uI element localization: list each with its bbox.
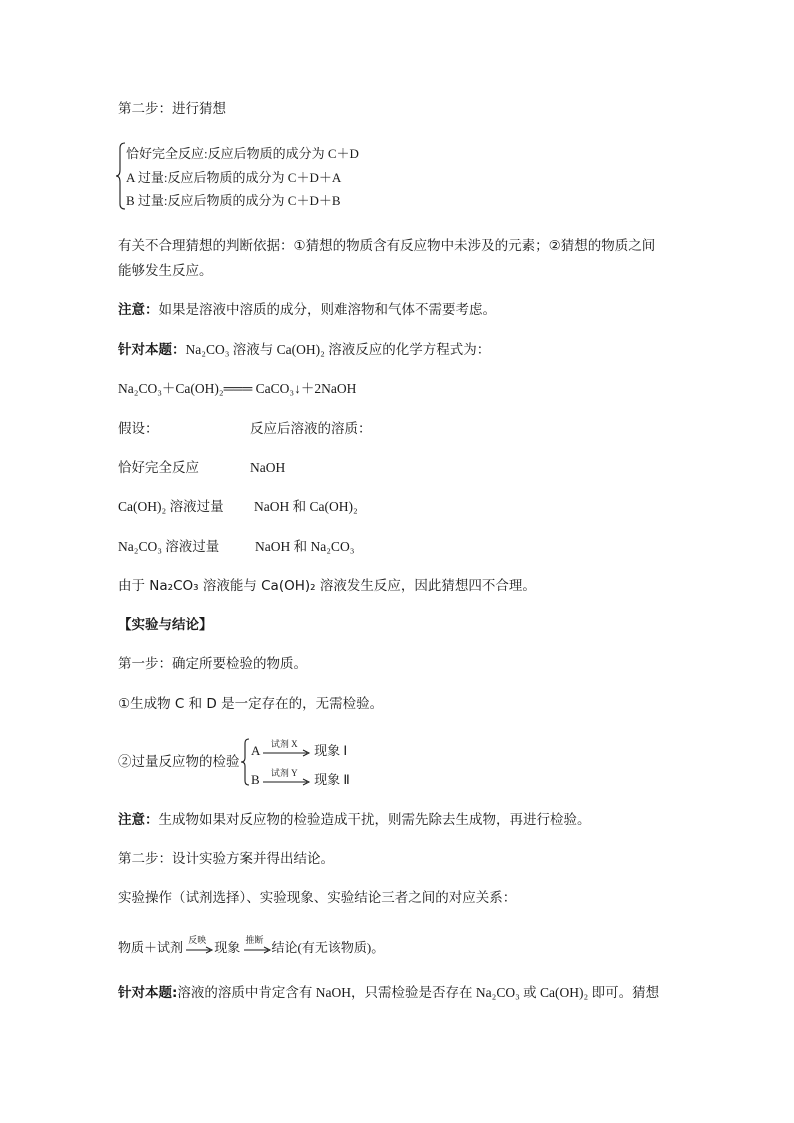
item2-row-a xyxy=(251,740,347,759)
note-2-text: 生成物如果对反应物的检验造成干扰，则需先除去生成物，再进行检验。 xyxy=(158,812,591,828)
right-arrow-icon xyxy=(244,942,272,956)
item2-result: 现象 Ⅱ xyxy=(314,772,350,787)
chemical-equation: Na₂CO₃＋Ca(OH)₂═══ CaCO₃↓＋2NaOH xyxy=(118,381,357,396)
chain-part-2: 现象 xyxy=(214,940,241,955)
cases-list xyxy=(126,142,359,213)
item2-result: 现象 Ⅰ xyxy=(314,743,348,758)
item2-row-b xyxy=(251,769,350,788)
chain-part-3: 结论(有无该物质)。 xyxy=(271,940,385,955)
relation-chain xyxy=(118,937,384,956)
arrow-label: 试剂 Y xyxy=(270,768,298,779)
relation-line: 实验操作（试剂选择）、实验现象、实验结论三者之间的对应关系： xyxy=(118,890,517,906)
item1-line: ①生成物 C 和 D 是一定存在的，无需检验。 xyxy=(118,696,384,712)
left-brace-icon xyxy=(116,142,126,210)
hypothesis-row xyxy=(118,497,358,517)
item2-subject: B xyxy=(251,772,260,787)
left-brace-icon xyxy=(241,738,250,786)
unreasonable-line-2: 能够发生反应。 xyxy=(118,263,213,279)
unreasonable-line-1: 有关不合理猜想的判断依据：①猜想的物质含有反应物中未涉及的元素；②猜想的物质之间 xyxy=(118,238,656,254)
arrow-label: 反映 xyxy=(188,935,207,946)
reaction-arrow xyxy=(263,739,311,759)
focus-1 xyxy=(118,340,490,360)
step1-line: 第一步：确定所要检验的物质。 xyxy=(118,656,307,672)
hypothesis-solute: NaOH 和 Na₂CO₃ xyxy=(255,539,355,554)
step2-title: 第二步：进行猜想 xyxy=(118,101,226,117)
hypothesis-header xyxy=(118,419,372,439)
note-1-label: 注意： xyxy=(118,302,159,318)
right-arrow-icon xyxy=(263,745,311,759)
arrow-label: 试剂 X xyxy=(270,739,298,750)
case-b-excess: B 过量:反应后物质的成分为 C＋D＋B xyxy=(126,193,341,208)
hypothesis-solute: NaOH 和 Ca(OH)₂ xyxy=(254,499,358,514)
focus-2-label: 针对本题: xyxy=(118,985,178,1001)
reaction-arrow xyxy=(263,768,311,788)
hypothesis-solute: NaOH xyxy=(250,460,286,475)
chain-arrow xyxy=(244,935,272,956)
focus-1-label: 针对本题： xyxy=(118,342,186,358)
chain-part-1: 物质＋试剂 xyxy=(118,940,184,955)
note-2-label: 注意： xyxy=(118,812,159,828)
case-exact: 恰好完全反应:反应后物质的成分为 C＋D xyxy=(126,146,359,161)
hypothesis-assumption: Na₂CO₃ 溶液过量 xyxy=(118,539,220,554)
hypothesis-row xyxy=(118,537,354,557)
focus-1-text: Na₂CO₃ 溶液与 Ca(OH)₂ 溶液反应的化学方程式为： xyxy=(185,342,491,357)
item2-subject: A xyxy=(251,743,260,758)
section-title: 【实验与结论】 xyxy=(118,617,213,633)
note-2 xyxy=(118,810,591,830)
hypothesis-row xyxy=(118,458,285,478)
arrow-label: 推断 xyxy=(245,935,264,946)
right-arrow-icon xyxy=(263,774,311,788)
case-a-excess: A 过量:反应后物质的成分为 C＋D＋A xyxy=(126,169,342,185)
focus-2-text: 溶液的溶质中肯定含有 NaOH，只需检验是否存在 Na₂CO₃ 或 Ca(OH)₂ 即可。猜想 xyxy=(177,985,660,1000)
note-1-text: 如果是溶液中溶质的成分，则难溶物和气体不需要考虑。 xyxy=(158,302,496,318)
step2b-line: 第二步：设计实验方案并得出结论。 xyxy=(118,851,334,867)
reason-line: 由于 Na₂CO₃ 溶液能与 Ca(OH)₂ 溶液发生反应，因此猜想四不合理。 xyxy=(118,578,536,594)
note-1 xyxy=(118,300,496,320)
hypothesis-header-right: 反应后溶液的溶质： xyxy=(250,421,372,437)
hypothesis-assumption: 恰好完全反应 xyxy=(118,460,199,475)
hypothesis-assumption: Ca(OH)₂ 溶液过量 xyxy=(118,499,224,514)
right-arrow-icon xyxy=(186,942,214,956)
item2-label: ②过量反应物的检验 xyxy=(118,754,240,769)
chain-arrow xyxy=(186,935,214,956)
focus-2 xyxy=(118,983,659,1003)
hypothesis-header-left: 假设： xyxy=(118,421,159,437)
